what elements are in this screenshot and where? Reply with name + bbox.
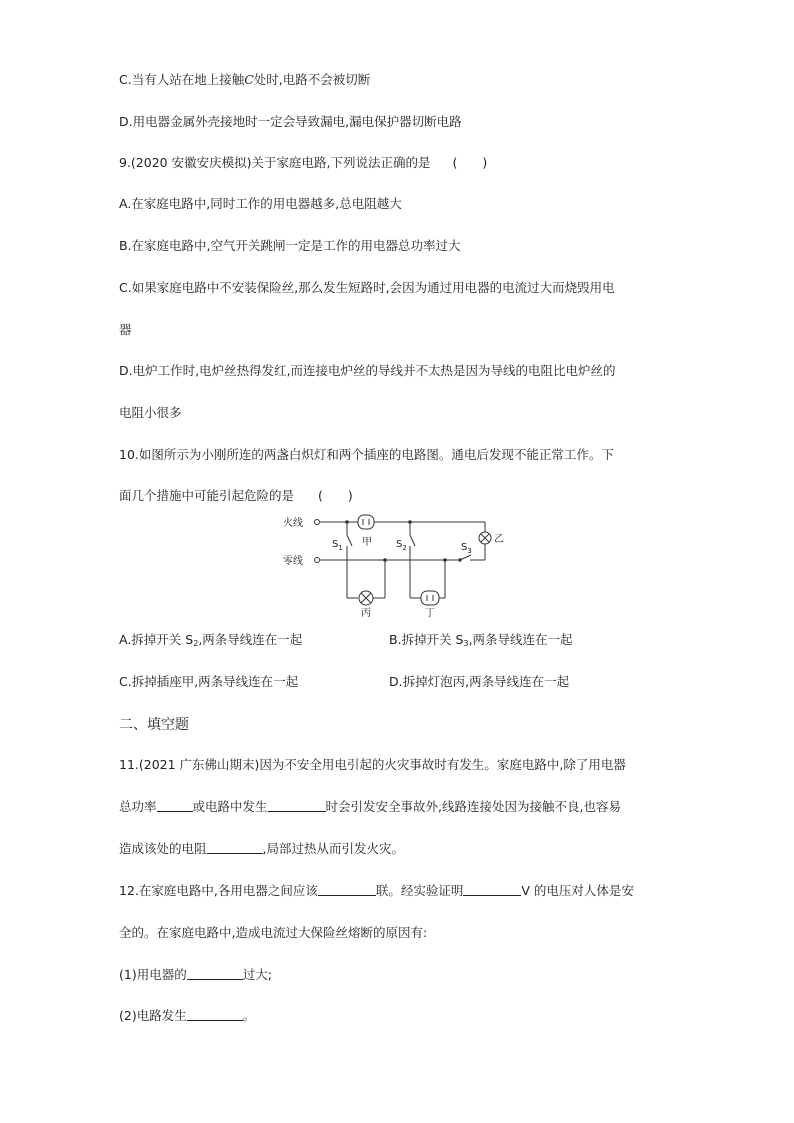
q9-answer-paren: ( )	[452, 155, 488, 170]
label-jia: 甲	[362, 537, 372, 548]
q8-option-c-text-end: 处时,电路不会被切断	[253, 72, 371, 87]
label-neutral: 零线	[283, 556, 303, 567]
q12-line1: 12.在家庭电路中,各用电器之间应该 联。经实验证明 V 的电压对人体是安	[119, 883, 634, 898]
q10-stem-text: 面几个措施中可能引起危险的是	[119, 488, 295, 503]
q9-option-d-line1: D.电炉工作时,电炉丝热得发红,而连接电炉丝的导线并不太热是因为导线的电阻比电炉丝的	[119, 363, 616, 378]
blank[interactable]	[187, 1008, 243, 1021]
blank[interactable]	[463, 883, 521, 896]
label-s2: $S_2$	[396, 539, 407, 552]
label-ding: 丁	[425, 608, 435, 619]
q9-stem-text: 9.(2020 安徽安庆模拟)关于家庭电路,下列说法正确的是	[119, 155, 431, 170]
socket-ding	[421, 591, 439, 605]
q8-option-c-text: C.当有人站在地上接触	[119, 72, 245, 87]
switch-s1	[347, 535, 352, 546]
q9-stem	[119, 155, 487, 171]
switch-s3	[460, 555, 471, 560]
q10-stem-line1: 10.如图所示为小刚所连的两盏白炽灯和两个插座的电路图。通电后发现不能正常工作。下	[119, 447, 614, 462]
q9-option-c-line2: 器	[119, 322, 132, 337]
q9-option-c-line1: C.如果家庭电路中不安装保险丝,那么发生短路时,会因为通过用电器的电流过大而烧毁用电	[119, 280, 615, 295]
q9-option-d-line2: 电阻小很多	[119, 405, 182, 420]
neutral-terminal	[315, 558, 320, 563]
q10-option-a: A.拆掉开关 $S_2$,两条导线连在一起	[119, 632, 303, 648]
q8-option-c-var: C	[244, 72, 254, 87]
label-live: 火线	[283, 518, 303, 529]
label-s3: $S_3$	[461, 542, 472, 555]
circuit-diagram	[280, 510, 510, 620]
section-title-fill-in: 二、填空题	[119, 717, 189, 733]
label-yi: 乙	[494, 534, 504, 545]
q10-answer-paren: ( )	[318, 488, 353, 503]
blank[interactable]	[207, 841, 263, 854]
q12-line4: (2)电路发生 。	[119, 1008, 256, 1023]
blank[interactable]	[268, 799, 326, 812]
q12-line2: 全的。在家庭电路中,造成电流过大保险丝熔断的原因有:	[119, 925, 428, 940]
blank[interactable]	[187, 967, 243, 980]
switch-s2	[410, 535, 415, 546]
q9-option-a: A.在家庭电路中,同时工作的用电器越多,总电阻越大	[119, 196, 402, 211]
q11-line2: 总功率 或电路中发生 时会引发安全事故外,线路连接处因为接触不良,也容易	[119, 799, 621, 814]
q10-stem-line2	[119, 488, 353, 504]
q11-line3: 造成该处的电阻 ,局部过热从而引发火灾。	[119, 841, 404, 856]
q11-line1: 11.(2021 广东佛山期末)因为不安全用电引起的火灾事故时有发生。家庭电路中,除了用电器	[119, 757, 626, 772]
blank[interactable]	[318, 883, 376, 896]
q10-option-b: B.拆掉开关 $S_3$,两条导线连在一起	[389, 632, 573, 648]
q12-line3: (1)用电器的 过大;	[119, 967, 272, 982]
q9-option-b: B.在家庭电路中,空气开关跳闸一定是工作的用电器总功率过大	[119, 238, 461, 253]
q8-option-d: D.用电器金属外壳接地时一定会导致漏电,漏电保护器切断电路	[119, 114, 462, 129]
q8-option-c	[119, 72, 370, 88]
live-terminal	[315, 520, 320, 525]
q10-option-d: D.拆掉灯泡丙,两条导线连在一起	[389, 674, 570, 689]
label-bing: 丙	[361, 608, 371, 619]
q10-option-c: C.拆掉插座甲,两条导线连在一起	[119, 674, 299, 689]
blank[interactable]	[157, 799, 193, 812]
label-s1: $S_1$	[332, 539, 343, 552]
socket-jia	[358, 515, 374, 529]
